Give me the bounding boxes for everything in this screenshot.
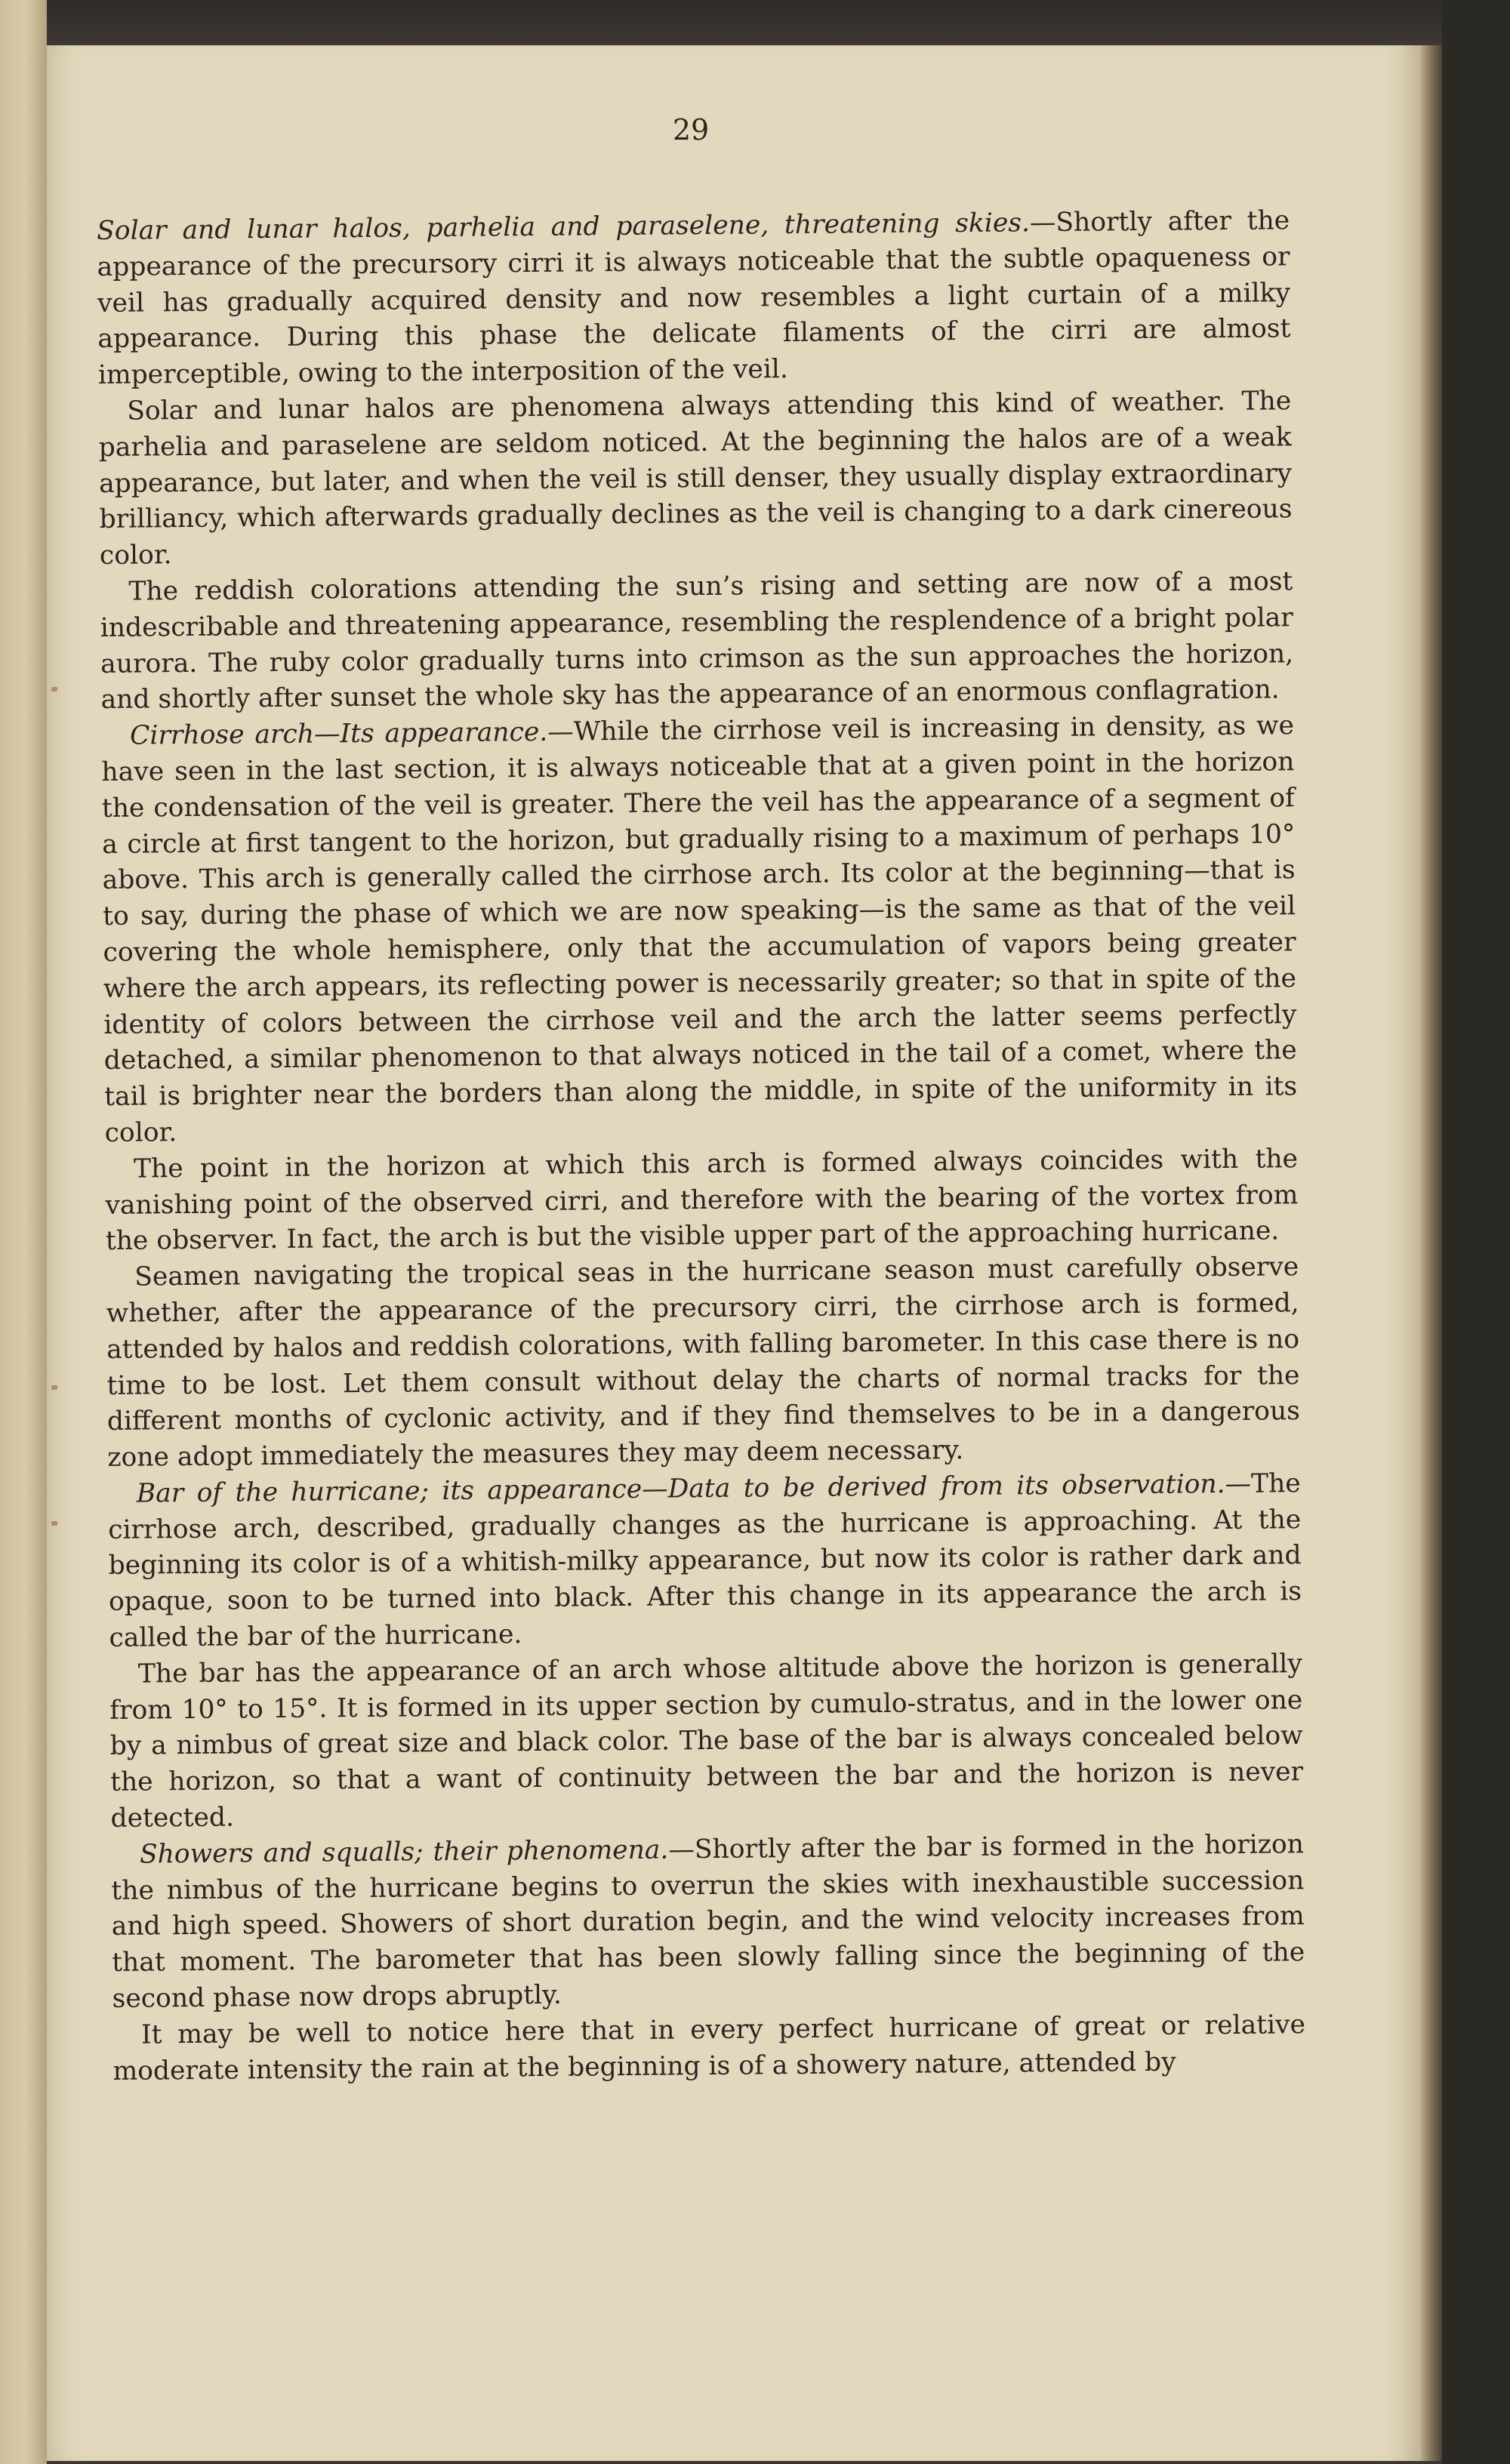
paragraph-text: —While the cirrhose veil is increasing in density, as we have seen in the last section, it is always noticeable that at a given point in the horizon the condensation of the veil is greater. There the veil has the appearance of a segment of a circle at first tangent to the horizon, but gradually rising to a maximum of perhaps 10° above. This arch is generally called the cirrhose arch. Its color at the beginning—that is to say, during the phase of which we are now speaking—is the same as that of the veil covering the whole hemisphere, only that the accumulation of vapors being greater where the arch appears, its reflecting power is necessarily greater; so that in spite of the identity of colors between the cirrhose veil and the arch the latter seems perfectly detached, a similar phenomenon to that always noticed in the tail of a comet, where the tail is brighter near the borders than along the middle, in spite of the uniformity in its color. — [101, 710, 1298, 1148]
paragraph — [106, 1249, 1300, 1477]
paragraph — [100, 564, 1294, 719]
page-stack-edge — [1421, 45, 1442, 2461]
paragraph-text: The point in the horizon at which this arch is formed always coincides with the vanishing point of the observed cirri, and therefore with the bearing of the vortex from the observer. In fact, the arch is but the visible upper part of the approaching hurricane. — [105, 1143, 1299, 1257]
margin-mark — [51, 1521, 57, 1526]
paragraph — [101, 708, 1298, 1151]
paragraph — [108, 1466, 1302, 1657]
paragraph — [97, 203, 1291, 394]
page-number: 29 — [672, 113, 710, 146]
paragraph-text: Seamen navigating the tropical seas in the hurricane season must carefully observe whether, after the appearance of the precursory cirri, the cirrhose arch is formed, attended by halos and reddish colorations, with falling barometer. In this case there is no time to be lost. Let them consult without delay the charts of normal tracks for the different months of cyclonic activity, and if they find themselves to be in a dangerous zone adopt immediately the measures they may deem necessary. — [106, 1252, 1301, 1474]
paragraph-text: —Shortly after the bar is formed in the horizon the nimbus of the hurricane begins to overrun the skies with inexhaustible succession and high speed. Showers of short duration begin, and the wind velocity increases from that moment. The barometer that has been slowly falling since the beginning of the second phase now drops abruptly. — [111, 1828, 1305, 2014]
page-body-text — [97, 203, 1306, 2090]
binding-top-shadow — [47, 0, 1442, 45]
facing-page-edge — [0, 0, 47, 2464]
paragraph-text: The reddish colorations attending the sun’s rising and setting are now of a most indescribable and threatening appearance, resembling the resplendence of a bright polar aurora. The ruby color gradually turns into crimson as the sun approaches the horizon, and shortly after sunset the whole sky has the appearance of an enormous conflagration. — [100, 566, 1294, 716]
margin-mark — [51, 1385, 57, 1390]
paragraph — [109, 1646, 1304, 1837]
margin-mark — [51, 687, 57, 691]
section-heading: Bar of the hurricane; its appearance—Data to be derived from its observation. — [136, 1468, 1225, 1509]
paragraph-text: —Shortly after the appearance of the precursory cirri it is always noticeable that the subtle opaqueness or veil has gradually acquired density and now resembles a light curtain of a milky appearance. During this phase the delicate filaments of the cirri are almost imperceptible, owing to the interposition of the veil. — [97, 205, 1291, 391]
paragraph-text: —The cirrhose arch, described, gradually changes as the hurricane is approaching. At the beginning its color is of a whitish-milky appearance, but now its color is rather dark and opaque, soon to be turned into black. After this change in its appearance the arch is called the bar of the hurricane. — [108, 1468, 1302, 1654]
paragraph-text: The bar has the appearance of an arch whose altitude above the horizon is generally from 10° to 15°. It is formed in its upper section by cumulo-stratus, and in the lower one by a nimbus of great size and black color. The base of the bar is always concealed below the horizon, so that a want of continuity between the bar and the horizon is never detected. — [109, 1649, 1304, 1834]
section-heading: Solar and lunar halos, parhelia and paraselene, threatening skies. — [97, 208, 1031, 246]
paragraph-text: Solar and lunar halos are phenomena always attending this kind of weather. The parhelia and paraselene are seldom noticed. At the beginning the halos are of a weak appearance, but later, and when the veil is still denser, they usually display extraordinary brilliancy, which afterwards gradually declines as the veil is changing to a dark cinereous color. — [98, 386, 1293, 571]
paragraph — [111, 1827, 1305, 2018]
paragraph — [98, 383, 1293, 574]
section-heading: Showers and squalls; their phenomena. — [139, 1834, 669, 1870]
book-cover-edge — [1442, 0, 1510, 2464]
section-heading: Cirrhose arch—Its appearance. — [129, 716, 548, 751]
paragraph — [112, 2007, 1306, 2090]
paragraph-text: It may be well to notice here that in every perfect hurricane of great or relative moderate intensity the rain at the beginning is of a showery nature, attended by — [112, 2009, 1306, 2087]
paragraph — [105, 1141, 1299, 1260]
